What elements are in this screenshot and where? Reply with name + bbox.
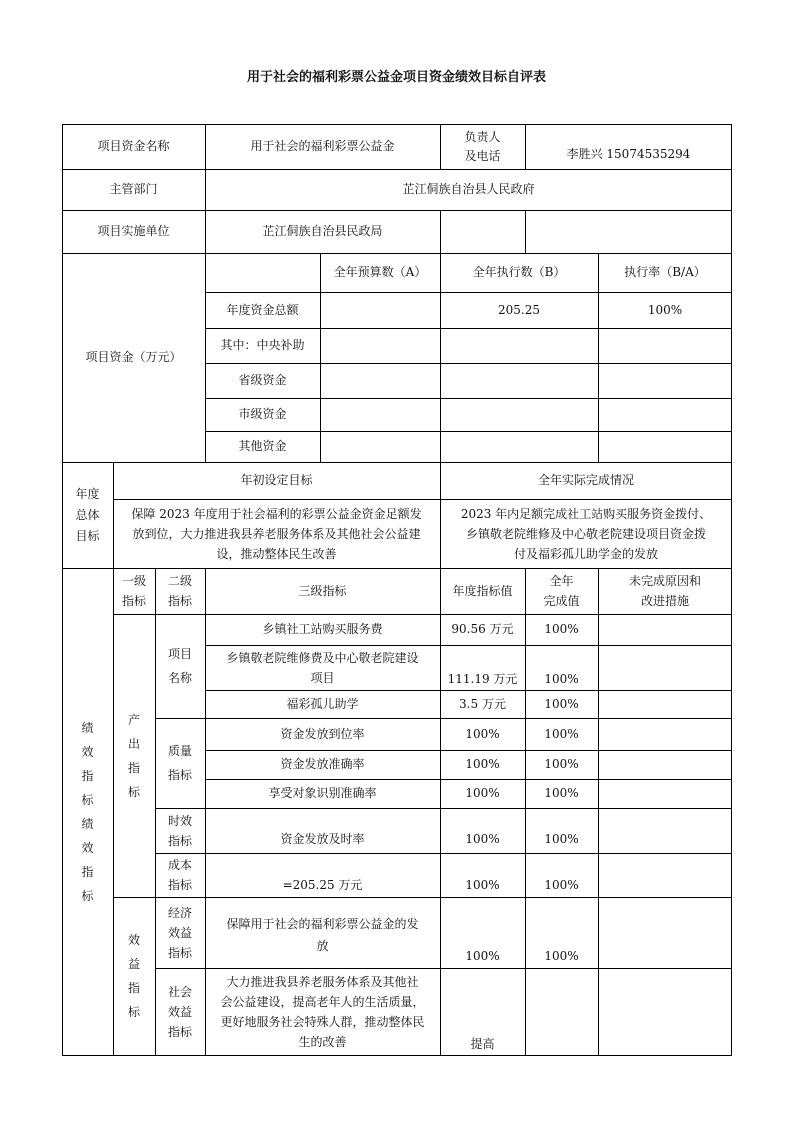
contact-label: 负责人 及电话	[464, 129, 501, 163]
indicators-section-label: 绩 效 指 标 绩 效 指 标	[81, 721, 94, 903]
funds-row-budget	[320, 292, 440, 328]
indicator-name: 资金发放到位率	[280, 726, 365, 741]
funds-row-label: 年度资金总额	[226, 302, 299, 317]
indicator-target: 100%	[465, 877, 500, 892]
hdr-level3: 三级指标	[298, 583, 347, 598]
actual-header: 全年实际完成情况	[537, 473, 634, 487]
benefit-indicator-label: 效 益 指 标	[127, 933, 140, 1019]
col-exec: 全年执行数（B）	[472, 265, 566, 279]
indicator-name: 福彩孤儿助学	[286, 696, 359, 711]
hdr-level1: 一级 指标	[121, 574, 146, 608]
hdr-target: 年度指标值	[452, 583, 513, 598]
funds-row-label: 其他资金	[238, 439, 287, 453]
set-goal-header: 年初设定目标	[240, 473, 313, 487]
indicator-name: 资金发放准确率	[280, 757, 365, 771]
hdr-done: 全年 完成值	[543, 574, 580, 608]
quality-indicator-label: 质量 指标	[167, 744, 192, 782]
impl-label: 项目实施单位	[97, 224, 170, 238]
indicator-target: 100%	[465, 948, 500, 963]
indicator-done: 100%	[544, 757, 579, 771]
indicator-target: 100%	[465, 726, 500, 741]
output-indicator-label: 产 出 指 标	[127, 712, 140, 799]
funds-row-exec: 205.25	[498, 302, 540, 317]
project-name-indicator-label: 项目 名称	[167, 647, 192, 685]
indicator-done: 100%	[544, 671, 579, 686]
indicator-target: 提高	[470, 1037, 495, 1051]
indicator-name: 资金发放及时率	[280, 832, 365, 846]
indicator-done: 100%	[544, 832, 579, 846]
indicator-name: 保障用于社会的福利彩票公益金的发 放	[226, 917, 419, 953]
impl-value: 芷江侗族自治县民政局	[262, 224, 383, 238]
indicator-done: 100%	[544, 877, 579, 892]
page-title: 用于社会的福利彩票公益金项目资金绩效目标自评表	[246, 70, 546, 85]
indicator-target: 100%	[465, 786, 500, 800]
econ-indicator-label: 经济 效益 指标	[167, 905, 192, 960]
indicator-done: 100%	[544, 786, 579, 800]
project-name-value: 用于社会的福利彩票公益金	[250, 139, 395, 153]
funds-section-label: 项目资金（万元）	[85, 350, 182, 364]
contact-value: 李胜兴 15074535294	[566, 147, 691, 161]
project-name-label: 项目资金名称	[97, 139, 170, 153]
time-indicator-label: 时效 指标	[167, 813, 192, 848]
indicator-done: 100%	[544, 726, 579, 741]
indicator-done: 100%	[544, 622, 579, 636]
indicator-name: 乡镇社工站购买服务费	[262, 622, 383, 636]
indicator-name: 享受对象识别准确率	[268, 786, 377, 800]
col-rate: 执行率（B/A）	[624, 265, 706, 279]
indicator-target: 100%	[465, 832, 500, 846]
indicator-name: 乡镇敬老院维修费及中心敬老院建设 项目	[226, 650, 419, 685]
social-indicator-label: 社会 效益 指标	[167, 984, 192, 1039]
dept-value: 芷江侗族自治县人民政府	[402, 182, 535, 196]
hdr-reason: 未完成原因和 改进措施	[628, 574, 701, 608]
indicator-done: 100%	[544, 948, 579, 963]
cost-indicator-label: 成本 指标	[167, 858, 192, 892]
indicator-target: 3.5 万元	[459, 696, 506, 711]
set-goal-text: 保障 2023 年度用于社会福利的彩票公益金资金足额发 放到位，大力推进我县养老服务体系及其他社会公益建 设，推动整体民生改善	[131, 506, 422, 561]
dept-label: 主管部门	[109, 182, 158, 196]
actual-text: 2023 年内足额完成社工站购买服务资金拨付、 乡镇敬老院维修及中心敬老院建设项目资金拨 付及福彩孤儿助学金的发放	[460, 506, 712, 561]
funds-row-label: 其中：中央补助	[220, 338, 305, 352]
funds-row-label: 市级资金	[238, 407, 287, 421]
goals-section-label: 年度 总体 目标	[75, 486, 100, 543]
indicator-target: 90.56 万元	[451, 622, 514, 636]
indicator-name: 大力推进我县养老服务体系及其他社 会公益建设，提高老年人的生活质量， 更好地服务社会特殊人群，推动整体民 生的改善	[220, 974, 425, 1049]
hdr-level2: 二级 指标	[167, 574, 192, 608]
indicator-target: 111.19 万元	[447, 671, 518, 686]
indicator-done	[525, 1034, 598, 1055]
funds-row-label: 省级资金	[238, 373, 287, 387]
col-budget: 全年预算数（A）	[333, 265, 427, 279]
funds-row-rate: 100%	[647, 302, 683, 317]
indicator-done: 100%	[544, 696, 579, 711]
indicator-target: 100%	[465, 757, 500, 771]
indicator-name: =205.25 万元	[282, 877, 363, 892]
